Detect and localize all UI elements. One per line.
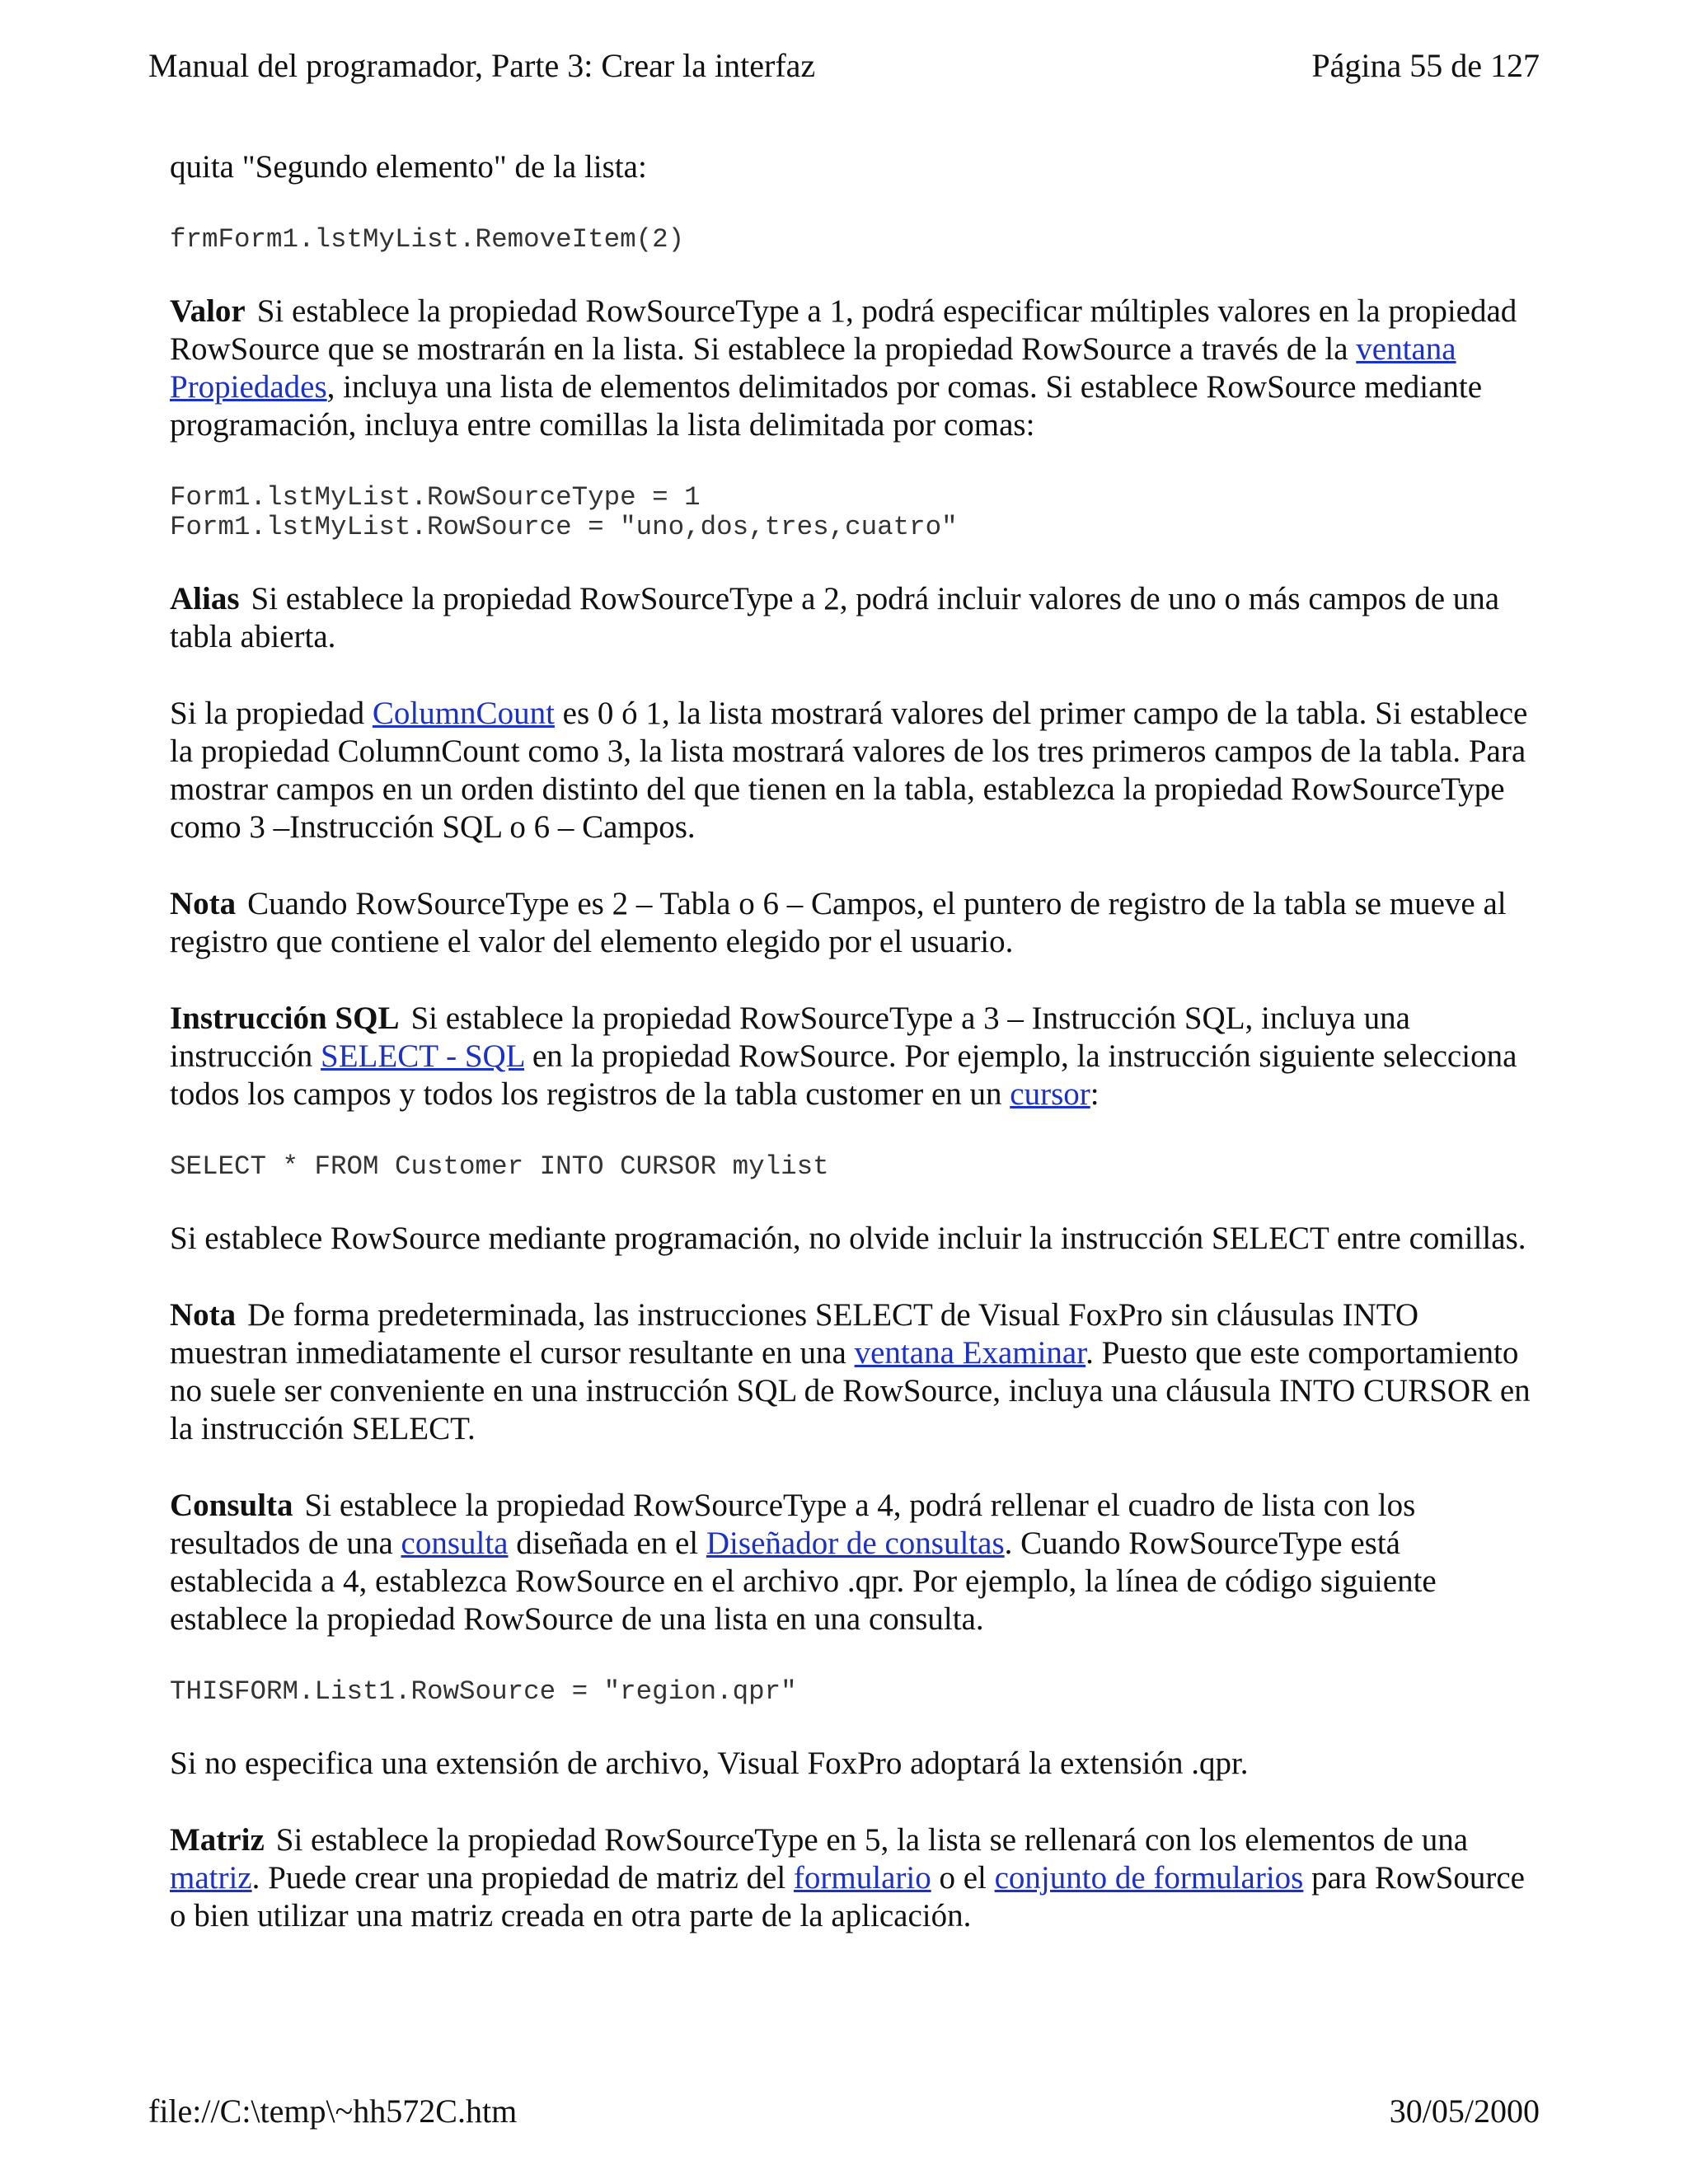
paragraph-nota-1 (170, 885, 1538, 961)
term-nota: Nota (170, 886, 237, 921)
paragraph-extension: Si no especifica una extensión de archivo, Visual FoxPro adoptará la extensión .qpr. (170, 1746, 1249, 1781)
code-block-select: SELECT * FROM Customer INTO CURSOR mylist (170, 1151, 829, 1182)
text-span: . Cuando RowSourceType está establecida a 4, establezca RowSource en el archivo .qpr. Por ejemplo, la línea de código siguiente establece la propiedad RowSource de una lista en una consulta. (170, 1526, 1437, 1637)
link-cursor[interactable]: cursor (1010, 1076, 1090, 1112)
text-span: . Puede crear una propiedad de matriz del (251, 1860, 794, 1896)
text-span: Cuando RowSourceType es 2 – Tabla o 6 – Campos, el puntero de registro de la tabla se mueve al registro que contiene el valor del elemento elegido por el usuario. (170, 886, 1507, 959)
text-span: Si establece la propiedad RowSourceType a 3 – Instrucción SQL, incluya una instrucción (170, 1001, 1410, 1074)
text-span: De forma predeterminada, las instrucciones SELECT de Visual FoxPro sin cláusulas INTO muestran inmediatamente el cursor resultante en una (170, 1297, 1419, 1371)
text-span: Si establece la propiedad RowSourceType en 5, la lista se rellenará con los elementos de una (275, 1822, 1469, 1858)
text-span: Si establece la propiedad RowSourceType a 2, podrá incluir valores de uno o más campos de una tabla abierta. (170, 581, 1500, 654)
page-header (148, 46, 1540, 86)
code-block-removeitem: frmForm1.lstMyList.RemoveItem(2) (170, 224, 685, 255)
link-matriz[interactable]: matriz (170, 1860, 252, 1896)
paragraph-intro: quita "Segundo elemento" de la lista: (170, 149, 647, 185)
document-title: Manual del programador, Parte 3: Crear la interfaz (148, 47, 816, 84)
link-consulta[interactable]: consulta (401, 1526, 509, 1561)
link-ventana-examinar[interactable]: ventana Examinar (854, 1335, 1086, 1371)
term-matriz: Matriz (170, 1822, 265, 1858)
text-span: : (1090, 1076, 1100, 1112)
text-span: para RowSource o bien utilizar una matriz creada en otra parte de la aplicación. (170, 1860, 1525, 1933)
term-instruccion-sql: Instrucción SQL (170, 1001, 400, 1036)
text-span: Si establece la propiedad RowSourceType a 4, podrá rellenar el cuadro de lista con los resultados de una (170, 1488, 1416, 1561)
link-columncount[interactable]: ColumnCount (372, 696, 555, 731)
link-formulario[interactable]: formulario (793, 1860, 931, 1896)
text-span: Si establece la propiedad RowSourceType a 1, podrá especificar múltiples valores en la propiedad RowSource que se mostrarán en la lista. Si establece la propiedad RowSource a través de la (170, 293, 1517, 367)
paragraph-columncount (170, 695, 1538, 846)
text-span: . Puesto que este comportamiento no suele ser conveniente en una instrucción SQL de RowSource, incluya una cláusula INTO CURSOR en la instrucción SELECT. (170, 1335, 1531, 1446)
term-consulta: Consulta (170, 1488, 293, 1523)
document-body (170, 148, 1538, 1974)
text-span: Si la propiedad (170, 696, 373, 731)
page-number: Página 55 de 127 (1311, 47, 1540, 84)
paragraph-alias (170, 580, 1538, 656)
page-footer (148, 2092, 1540, 2131)
code-block-rowsource: Form1.lstMyList.RowSourceType = 1 Form1.lstMyList.RowSource = "uno,dos,tres,cuatro" (170, 482, 958, 542)
paragraph-consulta (170, 1487, 1538, 1638)
print-date: 30/05/2000 (1389, 2093, 1540, 2130)
term-valor: Valor (170, 293, 246, 329)
file-path: file://C:\temp\~hh572C.htm (148, 2093, 518, 2130)
text-span: es 0 ó 1, la lista mostrará valores del primer campo de la tabla. Si establece la propiedad ColumnCount como 3, la lista mostrará valores de los tres primeros campos de la tabla. Para mostrar campos en un orden distinto del que tienen en la tabla, establezca la propiedad RowSourceType como 3 –Instrucción SQL o 6 – Campos. (170, 696, 1528, 845)
text-span: o el (931, 1860, 995, 1896)
text-span: , incluya una lista de elementos delimitados por comas. Si establece RowSource mediante programación, incluya entre comillas la lista delimitada por comas: (170, 369, 1483, 443)
term-nota: Nota (170, 1297, 237, 1333)
text-span: diseñada en el (508, 1526, 706, 1561)
link-select-sql[interactable]: SELECT - SQL (321, 1038, 525, 1074)
link-conjunto-de-formularios[interactable]: conjunto de formularios (994, 1860, 1304, 1896)
paragraph-select-quotes: Si establece RowSource mediante programación, no olvide incluir la instrucción SELECT entre comillas. (170, 1221, 1526, 1256)
paragraph-nota-2 (170, 1296, 1538, 1448)
link-ventana-propiedades[interactable]: ventana Propiedades (170, 331, 1456, 405)
paragraph-matriz (170, 1821, 1538, 1935)
code-block-region-qpr: THISFORM.List1.RowSource = "region.qpr" (170, 1676, 797, 1707)
link-disenador-de-consultas[interactable]: Diseñador de consultas (706, 1526, 1005, 1561)
paragraph-instruccion-sql (170, 1000, 1538, 1113)
paragraph-valor (170, 293, 1538, 444)
text-span: en la propiedad RowSource. Por ejemplo, la instrucción siguiente selecciona todos los campos y todos los registros de la tabla customer en un (170, 1038, 1517, 1112)
term-alias: Alias (170, 581, 240, 616)
